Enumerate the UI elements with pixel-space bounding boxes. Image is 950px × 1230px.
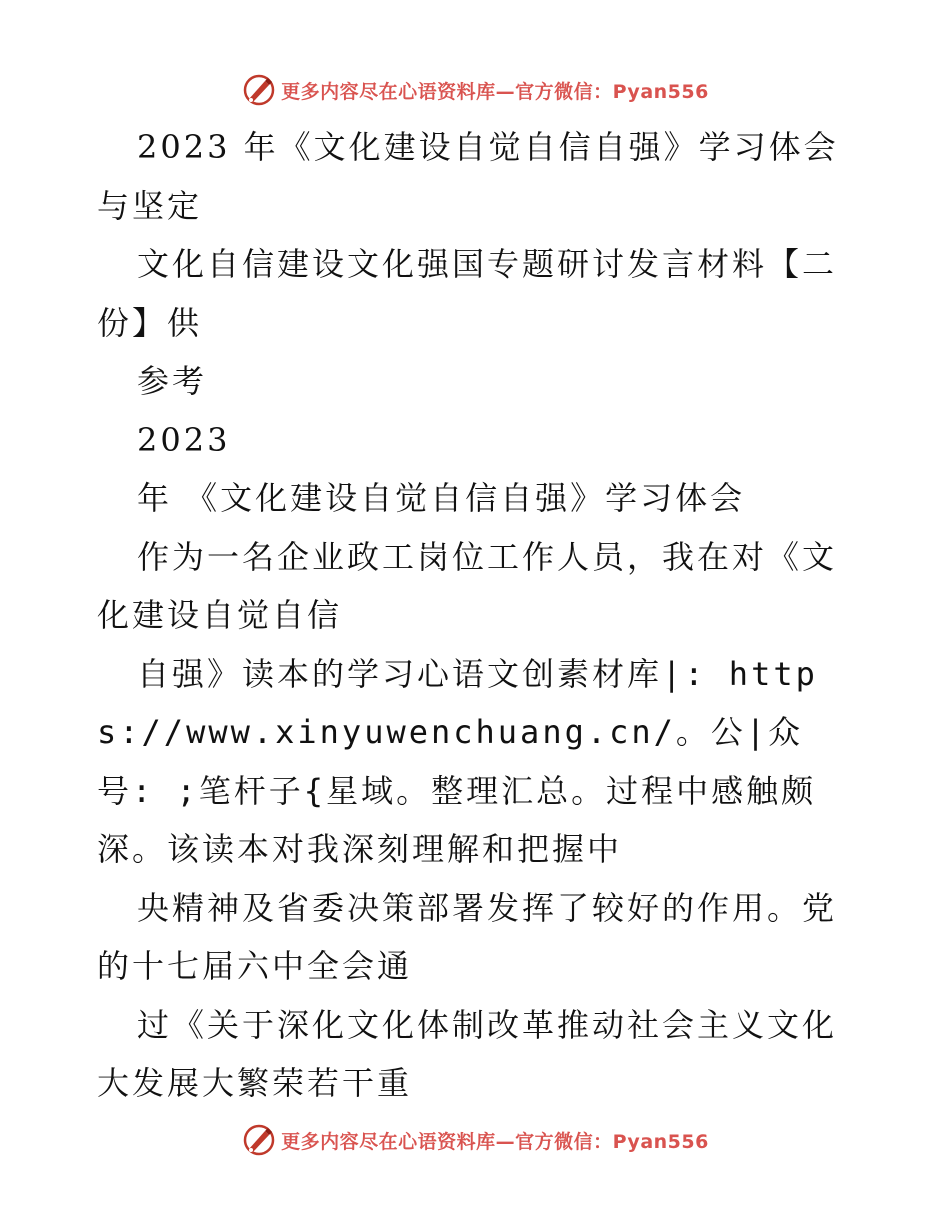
paragraph-body-2: 自强》读本的学习心语文创素材库|: https://www.xinyuwenchuang.cn/。公|众号: ;笔杆子{星域。整理汇总。过程中感触颇深。该读本对我深刻理解和把握中 bbox=[97, 654, 818, 868]
header-watermark-banner bbox=[0, 70, 950, 110]
paragraph-body-1: 作为一名企业政工岗位工作人员，我在对《文化建设自觉自信 bbox=[97, 537, 838, 634]
paragraph-title-2: 文化自信建设文化强国专题研讨发言材料【二份】供 bbox=[97, 245, 838, 342]
paragraph-subtitle: 年 《文化建设自觉自信自强》学习体会 bbox=[137, 479, 746, 517]
footer-watermark-banner bbox=[0, 1120, 950, 1160]
paragraph-title-3: 参考 bbox=[137, 362, 208, 400]
paragraph-year: 2023 bbox=[137, 420, 231, 459]
watermark-text: 更多内容尽在心语资料库—官方微信：Pyan556 bbox=[281, 80, 709, 103]
pen-logo-icon bbox=[241, 72, 277, 108]
document-body bbox=[97, 118, 857, 1113]
paragraph-title-1: 2023 年《文化建设自觉自信自强》学习体会与坚定 bbox=[97, 128, 839, 225]
paragraph-body-3: 央精神及省委决策部署发挥了较好的作用。党的十七届六中全会通 bbox=[97, 888, 838, 985]
paragraph-body-4: 过《关于深化文化体制改革推动社会主义文化大发展大繁荣若干重 bbox=[97, 1005, 838, 1102]
pen-logo-icon bbox=[241, 1122, 277, 1158]
watermark-text: 更多内容尽在心语资料库—官方微信：Pyan556 bbox=[281, 1130, 709, 1153]
